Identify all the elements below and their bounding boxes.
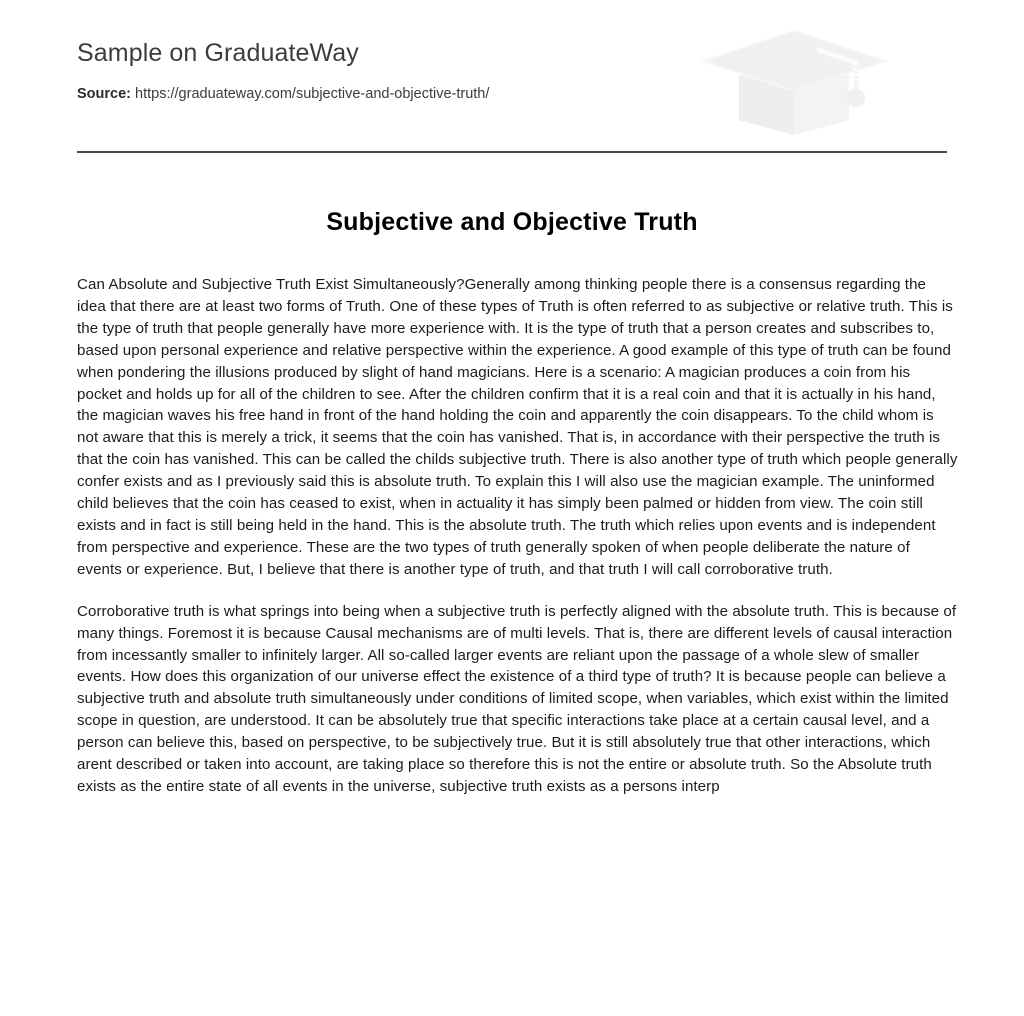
paragraph-1: Can Absolute and Subjective Truth Exist Simultaneously?Generally among thinking people there is a consensus regarding the idea that there are at least two forms of Truth. One of these types of Truth is often referred to as subjective or relative truth. This is the type of truth that people generally have more experience with. It is the type of truth that a person creates and subscribes to, based upon personal experience and relative perspective within the experience. A good example of this type of truth can be found when pondering the illusions produced by slight of hand magicians. Here is a scenario: A magician produces a coin from his pocket and holds up for all of the children to see. After the children confirm that it is a real coin and that it is actually in his hand, the magician waves his free hand in front of the hand holding the coin and apparently the coin disappears. To the child whom is not aware that this is merely a trick, it seems that the coin has vanished. That is, in accordance with their perspective the truth is that the coin has vanished. This can be called the childs subjective truth. There is also another type of truth which people generally confer exists and as I previously said this is absolute truth. To explain this I will also use the magician example. The uninformed child believes that the coin has ceased to exist, when in actuality it has simply been palmed or hidden from view. The coin still exists and in fact is still being held in the hand. This is the absolute truth. The truth which relies upon events and is independent from perspective and experience. These are the two types of truth generally spoken of when people deliberate the nature of events or experience. But, I believe that there is another type of truth, and that truth I will call corroborative truth. bbox=[77, 276, 958, 578]
article-body bbox=[77, 237, 958, 798]
source-label: Source: bbox=[77, 86, 131, 102]
source-line bbox=[77, 85, 947, 104]
paragraph-2: Corroborative truth is what springs into being when a subjective truth is perfectly aligned with the absolute truth. This is because of many things. Foremost it is because Causal mechanisms are of multi levels. That is, there are different levels of causal interaction from incessantly smaller to infinitely larger. All so-called larger events are reliant upon the passage of a whole slew of smaller events. How does this organization of our universe effect the existence of a third type of truth? It is because people can believe a subjective truth and absolute truth simultaneously under conditions of limited scope, when variables, which exist within the limited scope in question, are understood. It can be absolutely true that specific interactions take place at a certain causal level, and a person can believe this, based on perspective, to be subjectively true. But it is still absolutely true that other interactions, which arent described or taken into account, are taking place so therefore this is not the entire or absolute truth. So the Absolute truth exists as the entire state of all events in the universe, subjective truth exists as a persons interp bbox=[77, 602, 957, 795]
source-url[interactable]: https://graduateway.com/subjective-and-objective-truth/ bbox=[135, 86, 490, 102]
page-title: Subjective and Objective Truth bbox=[326, 208, 698, 236]
brand-title: Sample on GraduateWay bbox=[77, 39, 359, 67]
document-header bbox=[77, 0, 947, 104]
